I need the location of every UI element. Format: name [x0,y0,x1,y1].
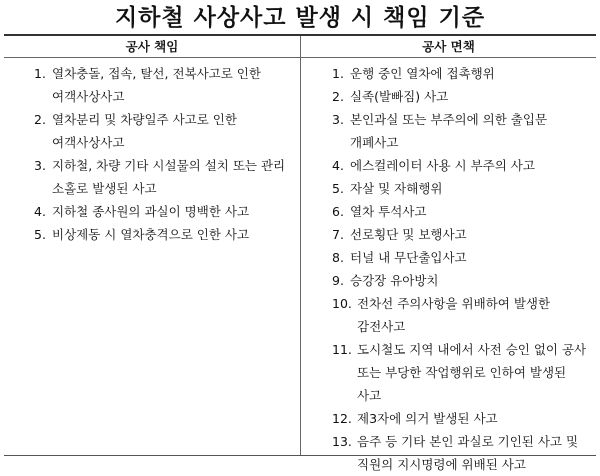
list-item [332,292,590,338]
exemption-list [332,62,590,476]
item-number: 7. [332,227,344,242]
list-item [332,407,590,430]
item-text: 열차충돌, 접속, 탈선, 전복사고로 인한 여객사상사고 [52,66,261,104]
column-divider [300,36,301,455]
item-number: 2. [34,112,46,127]
item-text: 승강장 유아방치 [350,273,439,288]
item-text: 도시철도 지역 내에서 사전 승인 없이 공사 또는 부당한 작업행위로 인하여 발생된 사고 [357,342,587,403]
list-item [332,338,590,407]
list-item [34,108,292,154]
item-number: 4. [34,204,46,219]
item-number: 5. [332,181,344,196]
list-item [332,85,590,108]
list-item [332,154,590,177]
item-text: 에스컬레이터 사용 시 부주의 사고 [350,158,535,173]
item-number: 6. [332,204,344,219]
item-number: 3. [332,112,344,127]
item-number: 13. [332,434,352,449]
item-text: 실족(발빠짐) 사고 [350,89,449,104]
item-text: 자살 및 자해행위 [350,181,443,196]
item-number: 5. [34,227,46,242]
list-item [332,246,590,269]
item-number: 2. [332,89,344,104]
item-text: 본인과실 또는 부주의에 의한 출입문 개폐사고 [350,112,548,150]
item-number: 8. [332,250,344,265]
list-item [332,200,590,223]
header-company-exemption: 공사 면책 [422,39,475,54]
item-text: 선로횡단 및 보행사고 [350,227,467,242]
list-item [34,200,292,223]
responsibility-table [4,34,596,472]
responsibility-list [34,62,292,246]
item-text: 음주 등 기타 본인 과실로 기인된 사고 및 직원의 지시명령에 위배된 사고 [357,434,579,472]
list-item [332,177,590,200]
item-text: 전차선 주의사항을 위배하여 발생한 감전사고 [357,296,551,334]
list-item [332,62,590,85]
header-company-responsibility: 공사 책임 [125,39,179,54]
item-number: 1. [332,66,344,81]
item-number: 12. [332,411,352,426]
list-item [34,223,292,246]
item-text: 지하철 종사원의 과실이 명백한 사고 [52,204,250,219]
item-text: 제3자에 의거 발생된 사고 [357,411,498,426]
list-item [332,269,590,292]
item-text: 터널 내 무단출입사고 [350,250,467,265]
item-number: 4. [332,158,344,173]
list-item [332,108,590,154]
list-item [332,430,590,476]
item-text: 열차분리 및 차량일주 사고로 인한 여객사상사고 [52,112,237,150]
page-title: 지하철 사상사고 발생 시 책임 기준 [114,5,486,31]
item-number: 11. [332,342,352,357]
item-number: 10. [332,296,352,311]
list-item [34,62,292,108]
item-number: 9. [332,273,344,288]
item-number: 1. [34,66,46,81]
item-text: 운행 중인 열차에 접촉행위 [350,66,495,81]
item-text: 비상제동 시 열차충격으로 인한 사고 [52,227,250,242]
item-text: 열차 투석사고 [350,204,427,219]
list-item [332,223,590,246]
list-item [34,154,292,200]
item-number: 3. [34,158,46,173]
table-header-row [4,36,596,58]
item-text: 지하철, 차량 기타 시설물의 설치 또는 관리 소홀로 발생된 사고 [52,158,286,196]
